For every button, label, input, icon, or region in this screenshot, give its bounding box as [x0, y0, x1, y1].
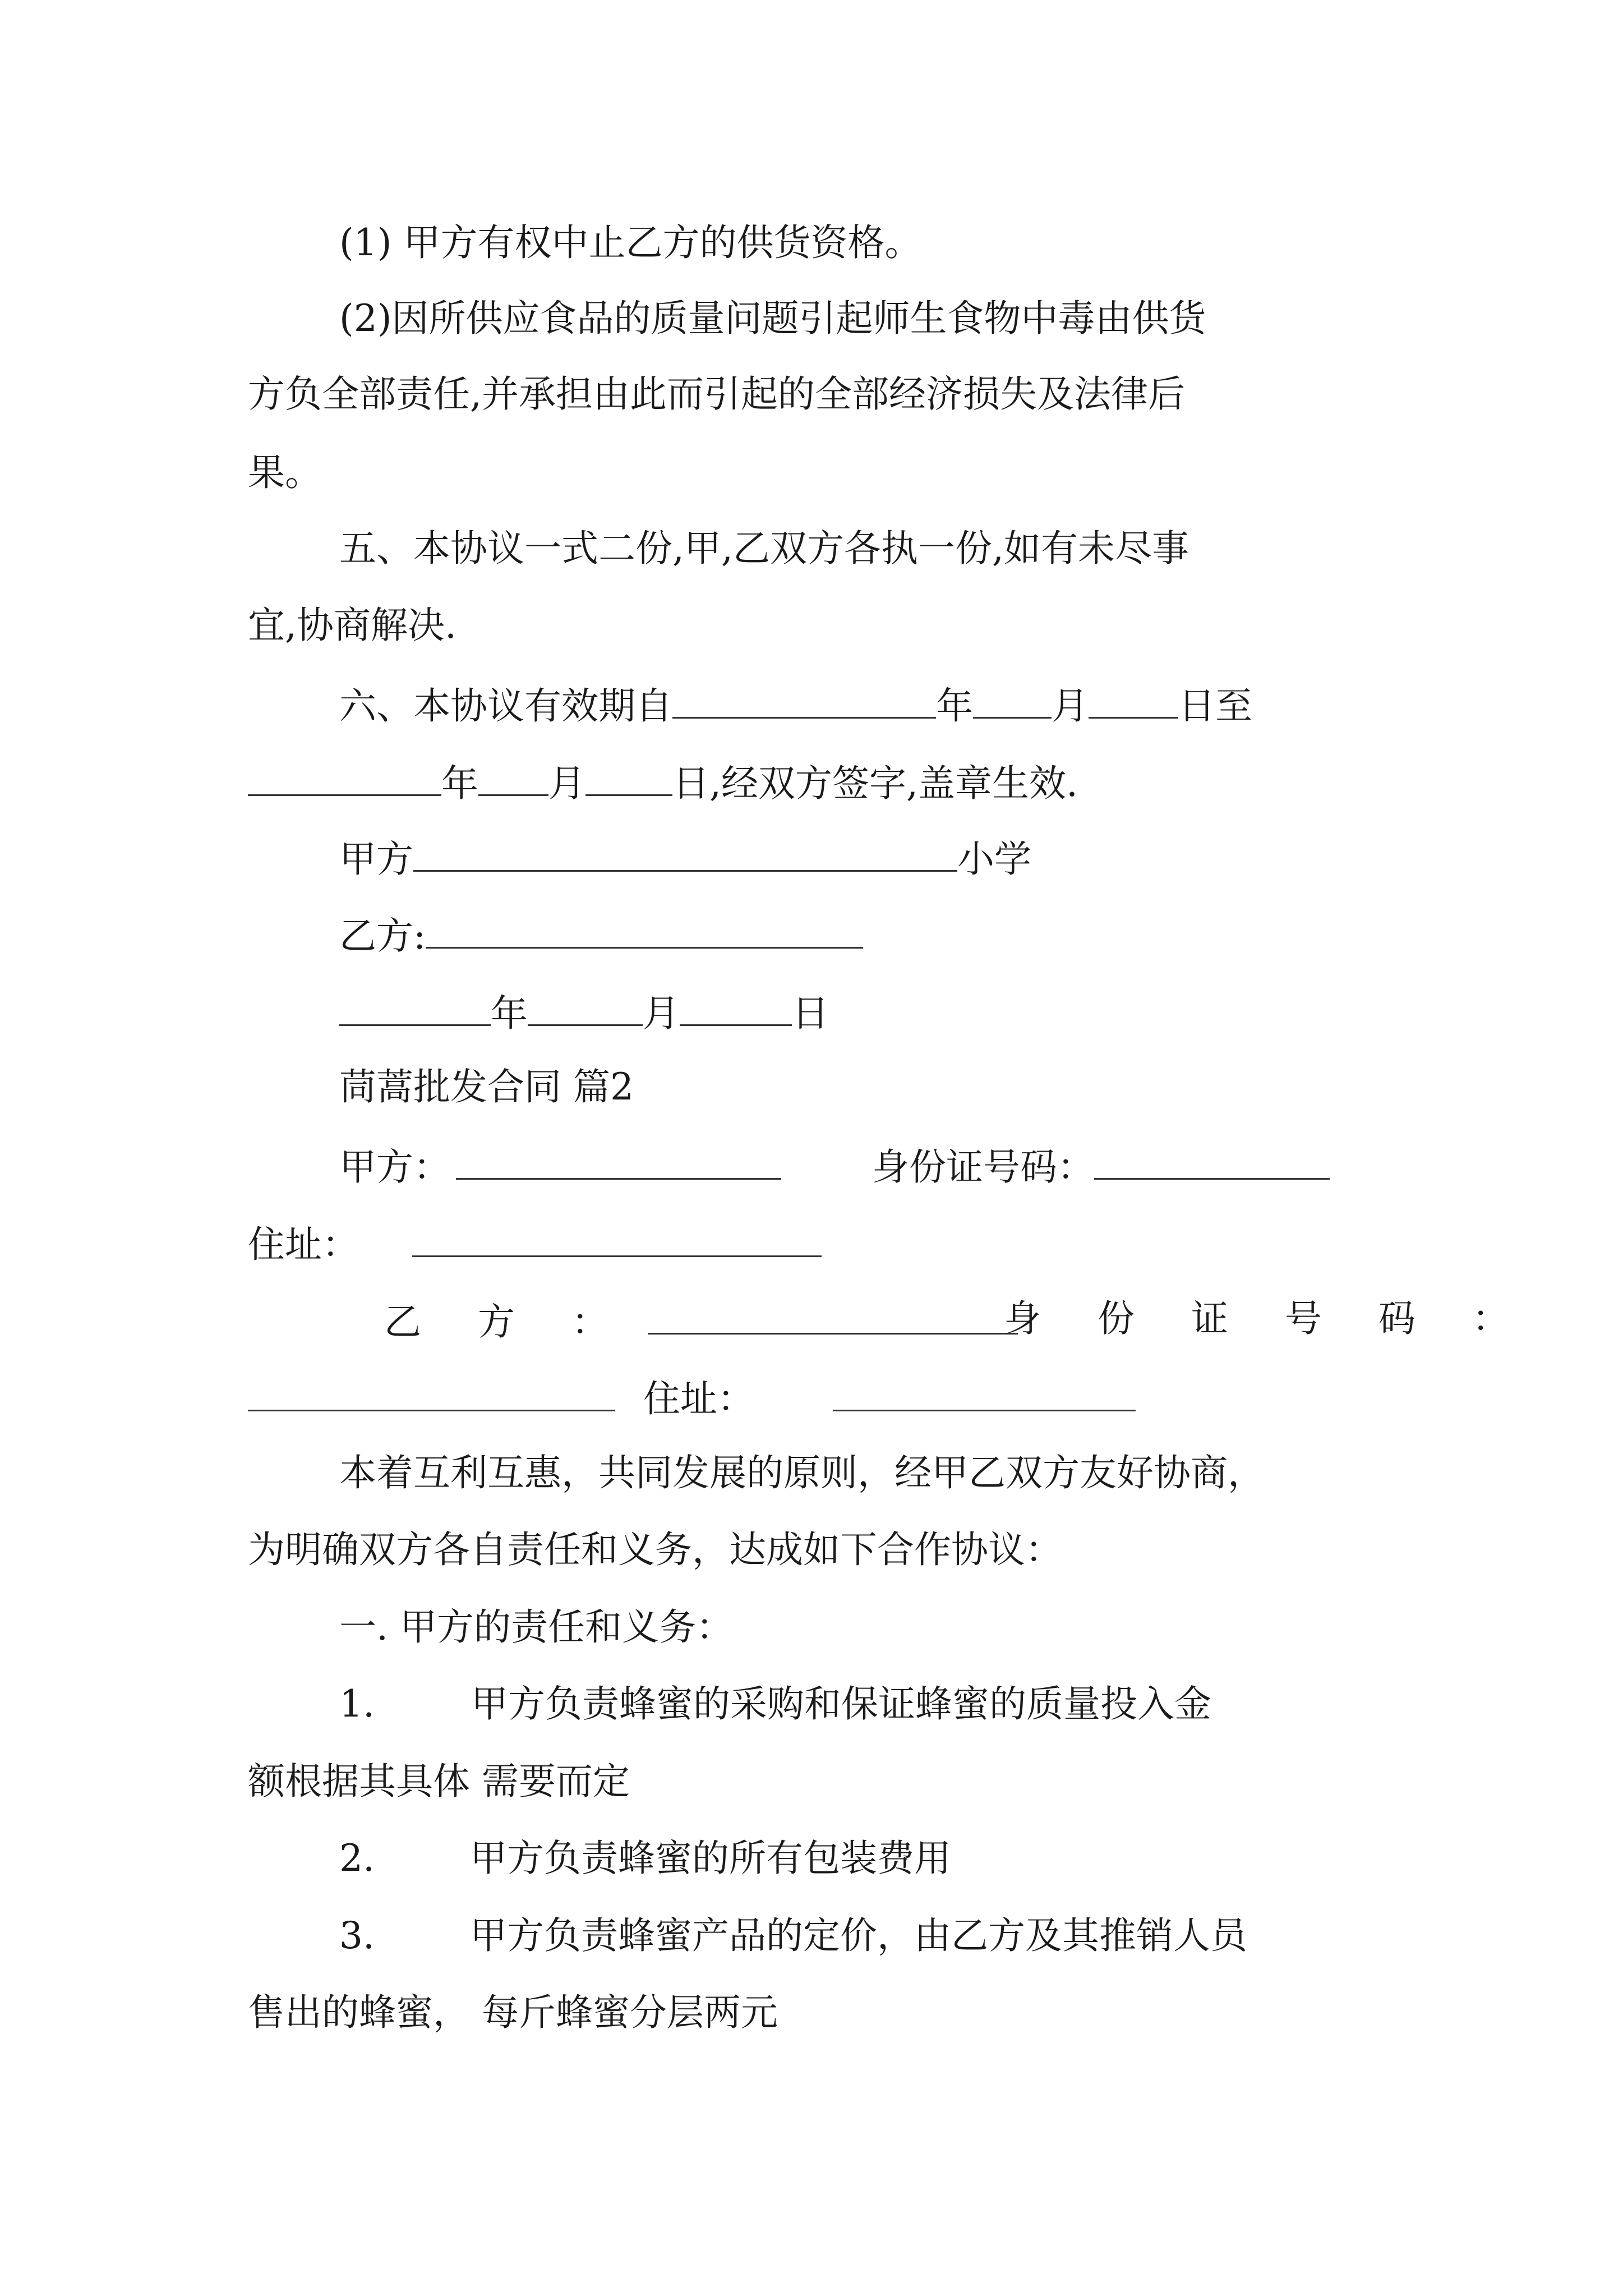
clause-4-item-2-line-1 [339, 297, 1206, 340]
party-b-label: 乙 方 ： [384, 1300, 631, 1343]
clause-6-line-1 [339, 684, 1252, 728]
item-text: 售出的蜂蜜， 每斤蜂蜜分层两元 [248, 1991, 778, 2034]
party-b-blank[interactable] [426, 914, 863, 949]
party-b-label: 乙方: [339, 914, 426, 958]
item-text: 甲方负责蜂蜜产品的定价，由乙方及其推销人员 [470, 1914, 1247, 1957]
year-label: 年 [936, 684, 973, 728]
intro-text: 本着互利互惠，共同发展的原则，经甲乙双方友好协商， [339, 1451, 1265, 1494]
party-b-id-label: 身 份 证 号 码 ： [1004, 1297, 1532, 1340]
item-1-line-1 [339, 1682, 375, 1726]
end-day-blank[interactable] [585, 762, 672, 796]
intro-line-2 [248, 1528, 1062, 1571]
sign-year-label: 年 [491, 992, 528, 1035]
item-number: 3. [339, 1914, 375, 1957]
clause-text: 六、本协议有效期自 [339, 684, 672, 728]
party-a-blank[interactable] [413, 838, 957, 872]
day-blank[interactable] [1089, 684, 1178, 719]
party-b-address-label: 住址： [643, 1377, 754, 1420]
item-text: 甲方负责蜂蜜的采购和保证蜂蜜的质量投入金 [471, 1682, 1211, 1726]
item-3-line-2 [248, 1991, 778, 2034]
end-year-label: 年 [441, 762, 478, 805]
item-text: 额根据其具体 需要而定 [248, 1760, 630, 1803]
party-b-name-blank[interactable] [648, 1300, 1018, 1335]
party-b-id-blank[interactable] [248, 1377, 615, 1411]
party-b-signature-line [339, 914, 863, 958]
item-number: 1. [339, 1682, 375, 1726]
section-1-heading [339, 1605, 733, 1649]
sign-day-label: 日 [792, 992, 829, 1035]
item-2-number [339, 1837, 375, 1880]
party-b-id-address-line [248, 1377, 1136, 1418]
heading-text: 茼蒿批发合同 篇2 [339, 1065, 634, 1108]
party-a-address-line [248, 1223, 822, 1266]
item-1-text-line-1 [471, 1682, 1211, 1726]
party-a-address-blank[interactable] [412, 1223, 822, 1257]
clause-5-line-1 [339, 527, 1189, 570]
clause-text: (1) 甲方有权中止乙方的供货资格。 [339, 221, 922, 264]
item-3-number [339, 1914, 375, 1957]
party-a-suffix: 小学 [957, 838, 1031, 881]
party-a-info-line [339, 1145, 781, 1189]
intro-line-1 [339, 1451, 1265, 1494]
clause-text: 宜,协商解决. [248, 604, 457, 647]
end-year-blank[interactable] [248, 762, 441, 796]
item-3-text-line-1 [470, 1914, 1247, 1957]
item-number: 2. [339, 1837, 375, 1880]
party-b-address-blank[interactable] [833, 1377, 1136, 1411]
clause-6-line-2 [248, 762, 1078, 805]
clause-text: (2)因所供应食品的质量问题引起师生食物中毒由供货 [339, 297, 1206, 340]
party-a-name-blank[interactable] [456, 1145, 781, 1180]
party-b-id-line [1004, 1297, 1532, 1340]
clause-text: 五、本协议一式二份,甲,乙双方各执一份,如有未尽事 [339, 527, 1189, 570]
month-blank[interactable] [973, 684, 1052, 719]
year-blank[interactable] [672, 684, 936, 719]
item-2-text [470, 1837, 951, 1880]
signature-date-line [339, 992, 829, 1035]
party-a-id-label: 身份证号码： [872, 1145, 1094, 1189]
party-b-info-line [384, 1300, 1018, 1341]
sign-year-blank[interactable] [339, 992, 491, 1026]
clause-4-item-2-line-3 [248, 451, 322, 494]
party-a-id-line [872, 1145, 1330, 1189]
clause-text: 方负全部责任,并承担由此而引起的全部经济损失及法律后 [248, 372, 1185, 416]
month-label: 月 [1052, 684, 1089, 728]
item-1-line-2 [248, 1760, 630, 1803]
clause-text: 日,经双方签字,盖章生效. [672, 762, 1078, 805]
party-a-label: 甲方 [339, 838, 413, 881]
end-month-label: 月 [548, 762, 585, 805]
item-text: 甲方负责蜂蜜的所有包装费用 [470, 1837, 951, 1880]
sign-month-label: 月 [643, 992, 680, 1035]
clause-5-line-2 [248, 604, 457, 647]
party-a-address-label: 住址： [248, 1223, 359, 1266]
party-a-id-blank[interactable] [1094, 1145, 1330, 1180]
clause-text: 果。 [248, 451, 322, 494]
sign-day-blank[interactable] [680, 992, 792, 1026]
party-a-label: 甲方： [339, 1145, 450, 1189]
day-to-label: 日至 [1178, 684, 1252, 728]
end-month-blank[interactable] [478, 762, 548, 796]
clause-4-item-1 [339, 221, 922, 264]
section-heading [339, 1065, 634, 1108]
intro-text: 为明确双方各自责任和义务，达成如下合作协议： [248, 1528, 1062, 1571]
section-text: 一. 甲方的责任和义务： [339, 1605, 733, 1649]
party-a-signature-line [339, 838, 1031, 881]
clause-4-item-2-line-2 [248, 372, 1185, 416]
sign-month-blank[interactable] [528, 992, 643, 1026]
